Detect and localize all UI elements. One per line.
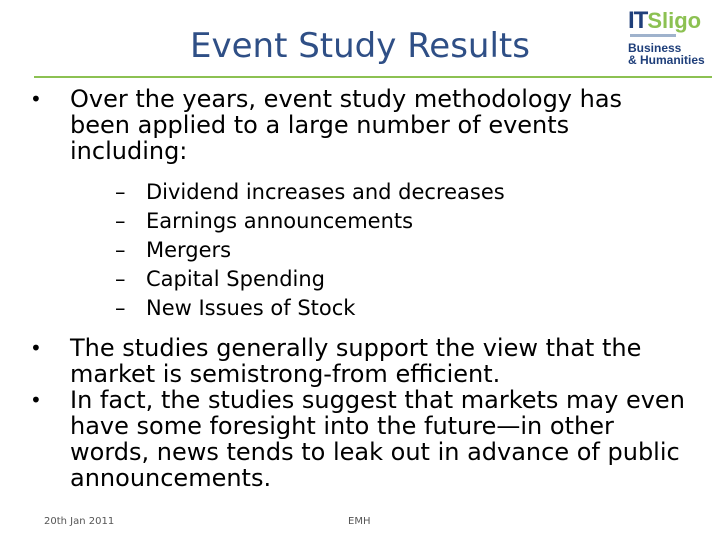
- sub-item: [70, 236, 688, 265]
- sub-item-text: Dividend increases and decreases: [146, 180, 505, 204]
- bullet-marker: •: [30, 336, 42, 360]
- dash-marker: –: [115, 180, 126, 204]
- slide-body: [28, 86, 688, 491]
- footer-topic: EMH: [348, 516, 371, 527]
- bullet-text: The studies generally support the view that the market is semistrong-from efficient.: [70, 334, 642, 388]
- logo-wordmark: [628, 8, 701, 34]
- logo-business-text: Business: [628, 41, 682, 55]
- bullet-list: [28, 86, 688, 491]
- logo-it-text: IT: [628, 7, 648, 34]
- sub-item-text: Earnings announcements: [146, 209, 414, 233]
- sub-item: [70, 178, 688, 207]
- dash-marker: –: [115, 238, 126, 262]
- it-sligo-logo: [628, 8, 718, 68]
- bullet-item: [28, 335, 688, 387]
- sub-list: [70, 178, 688, 323]
- bullet-text: Over the years, event study methodology has been applied to a large number of events including:: [70, 85, 623, 165]
- sub-item: [70, 207, 688, 236]
- sub-item: [70, 294, 688, 323]
- slide-title: Event Study Results: [190, 26, 530, 66]
- bullet-text: In fact, the studies suggest that markets may even have some foresight into the future—in other words, news tends to leak out in advance of public announcements.: [70, 386, 685, 492]
- dash-marker: –: [115, 296, 126, 320]
- sub-item: [70, 265, 688, 294]
- logo-sligo-text: Sligo: [647, 8, 702, 33]
- sub-item-text: New Issues of Stock: [146, 296, 356, 320]
- sub-item-text: Mergers: [146, 238, 232, 262]
- bullet-marker: •: [30, 388, 42, 412]
- bullet-item: [28, 86, 688, 323]
- logo-fine-print: [630, 34, 676, 37]
- dash-marker: –: [115, 267, 126, 291]
- title-divider: [34, 76, 712, 78]
- dash-marker: –: [115, 209, 126, 233]
- footer-date: 20th Jan 2011: [44, 516, 115, 527]
- sub-item-text: Capital Spending: [146, 267, 326, 291]
- bullet-item: [28, 387, 688, 491]
- bullet-marker: •: [30, 87, 42, 111]
- logo-humanities-text: & Humanities: [628, 53, 705, 67]
